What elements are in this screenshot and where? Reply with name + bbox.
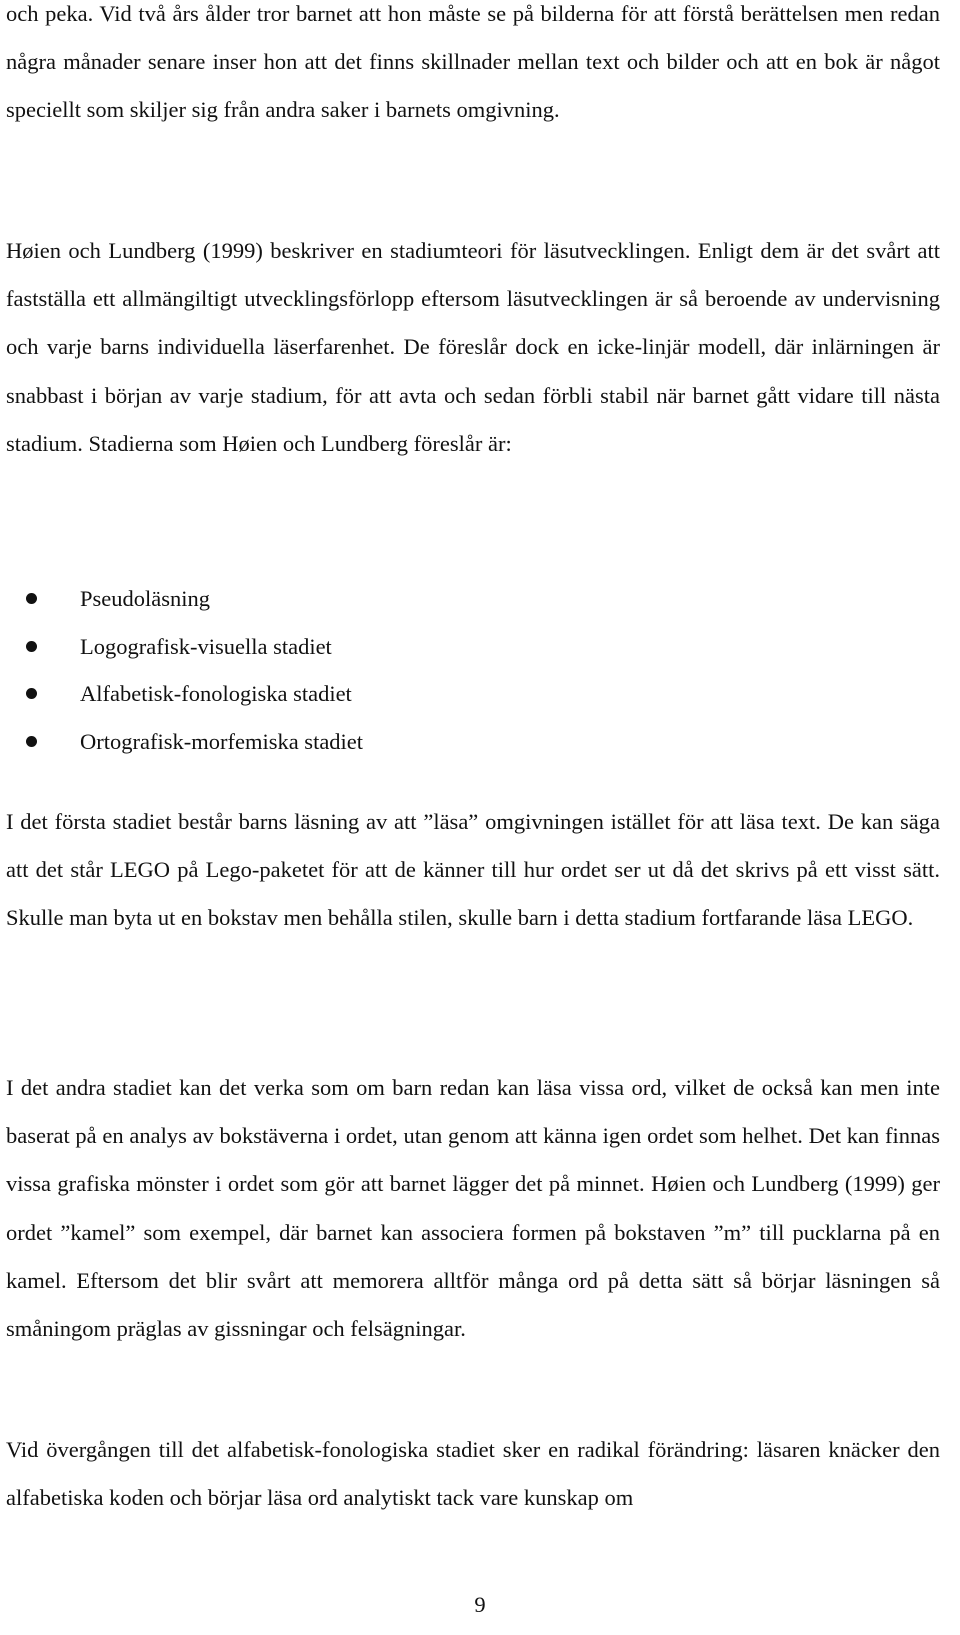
bullet-icon	[26, 688, 37, 699]
paragraph-stage-theory-intro: Høien och Lundberg (1999) beskriver en stadiumteori för läsutvecklingen. Enligt dem är det svårt att fastställa ett allmängiltigt utvecklingsförlopp eftersom läsutvecklingen är så beroende av undervisning och varje barns individuella läserfarenhet. De föreslår dock en icke-linjär modell, där inlärningen är snabbast i början av varje stadium, för att avta och sedan förbli stabil när barnet gått vidare till nästa stadium. Stadierna som Høien och Lundberg föreslår är:	[6, 238, 940, 456]
paragraph-child-book-awareness: och peka. Vid två års ålder tror barnet att hon måste se på bilderna för att förstå berättelsen men redan några månader senare inser hon att det finns skillnader mellan text och bilder och att en bok är något speciellt som skiljer sig från andra saker i barnets omgivning.	[6, 1, 940, 123]
paragraph-second-stage: I det andra stadiet kan det verka som om barn redan kan läsa vissa ord, vilket de också kan men inte baserat på en analys av bokstäverna i ordet, utan genom att känna igen ordet som helhet. Det kan finnas vissa grafiska mönster i ordet som gör att barnet lägger det på minnet. Høien och Lundberg (1999) ger ordet ”kamel” som exempel, där barnet kan associera formen på bokstaven ”m” till pucklarna på en kamel. Eftersom det blir svårt att memorera alltför många ord på detta sätt så börjar läsningen så småningom präglas av gissningar och felsägningar.	[6, 1075, 940, 1342]
bullet-icon	[26, 641, 37, 652]
paragraph-transition-alphabetic: Vid övergången till det alfabetisk-fonologiska stadiet sker en radikal förändring: läsaren knäcker den alfabetiska koden och börjar läsa ord analytiskt tack vare kunskap om	[6, 1437, 940, 1511]
list-item-label: Alfabetisk-fonologiska stadiet	[80, 681, 352, 706]
list-item-label: Pseudoläsning	[80, 586, 211, 611]
bullet-icon	[26, 593, 37, 604]
paragraph-first-stage: I det första stadiet består barns läsning av att ”läsa” omgivningen istället för att läsa text. De kan säga att det står LEGO på Lego-paketet för att de känner till hur ordet ser ut då det skrivs på ett visst sätt. Skulle man byta ut en bokstav men behålla stilen, skulle barn i detta stadium fortfarande läsa LEGO.	[6, 809, 940, 931]
list-item-label: Logografisk-visuella stadiet	[80, 633, 332, 659]
bullet-icon	[26, 736, 37, 747]
page-number: 9	[474, 1592, 486, 1617]
list-item-label: Ortografisk-morfemiska stadiet	[80, 728, 364, 754]
